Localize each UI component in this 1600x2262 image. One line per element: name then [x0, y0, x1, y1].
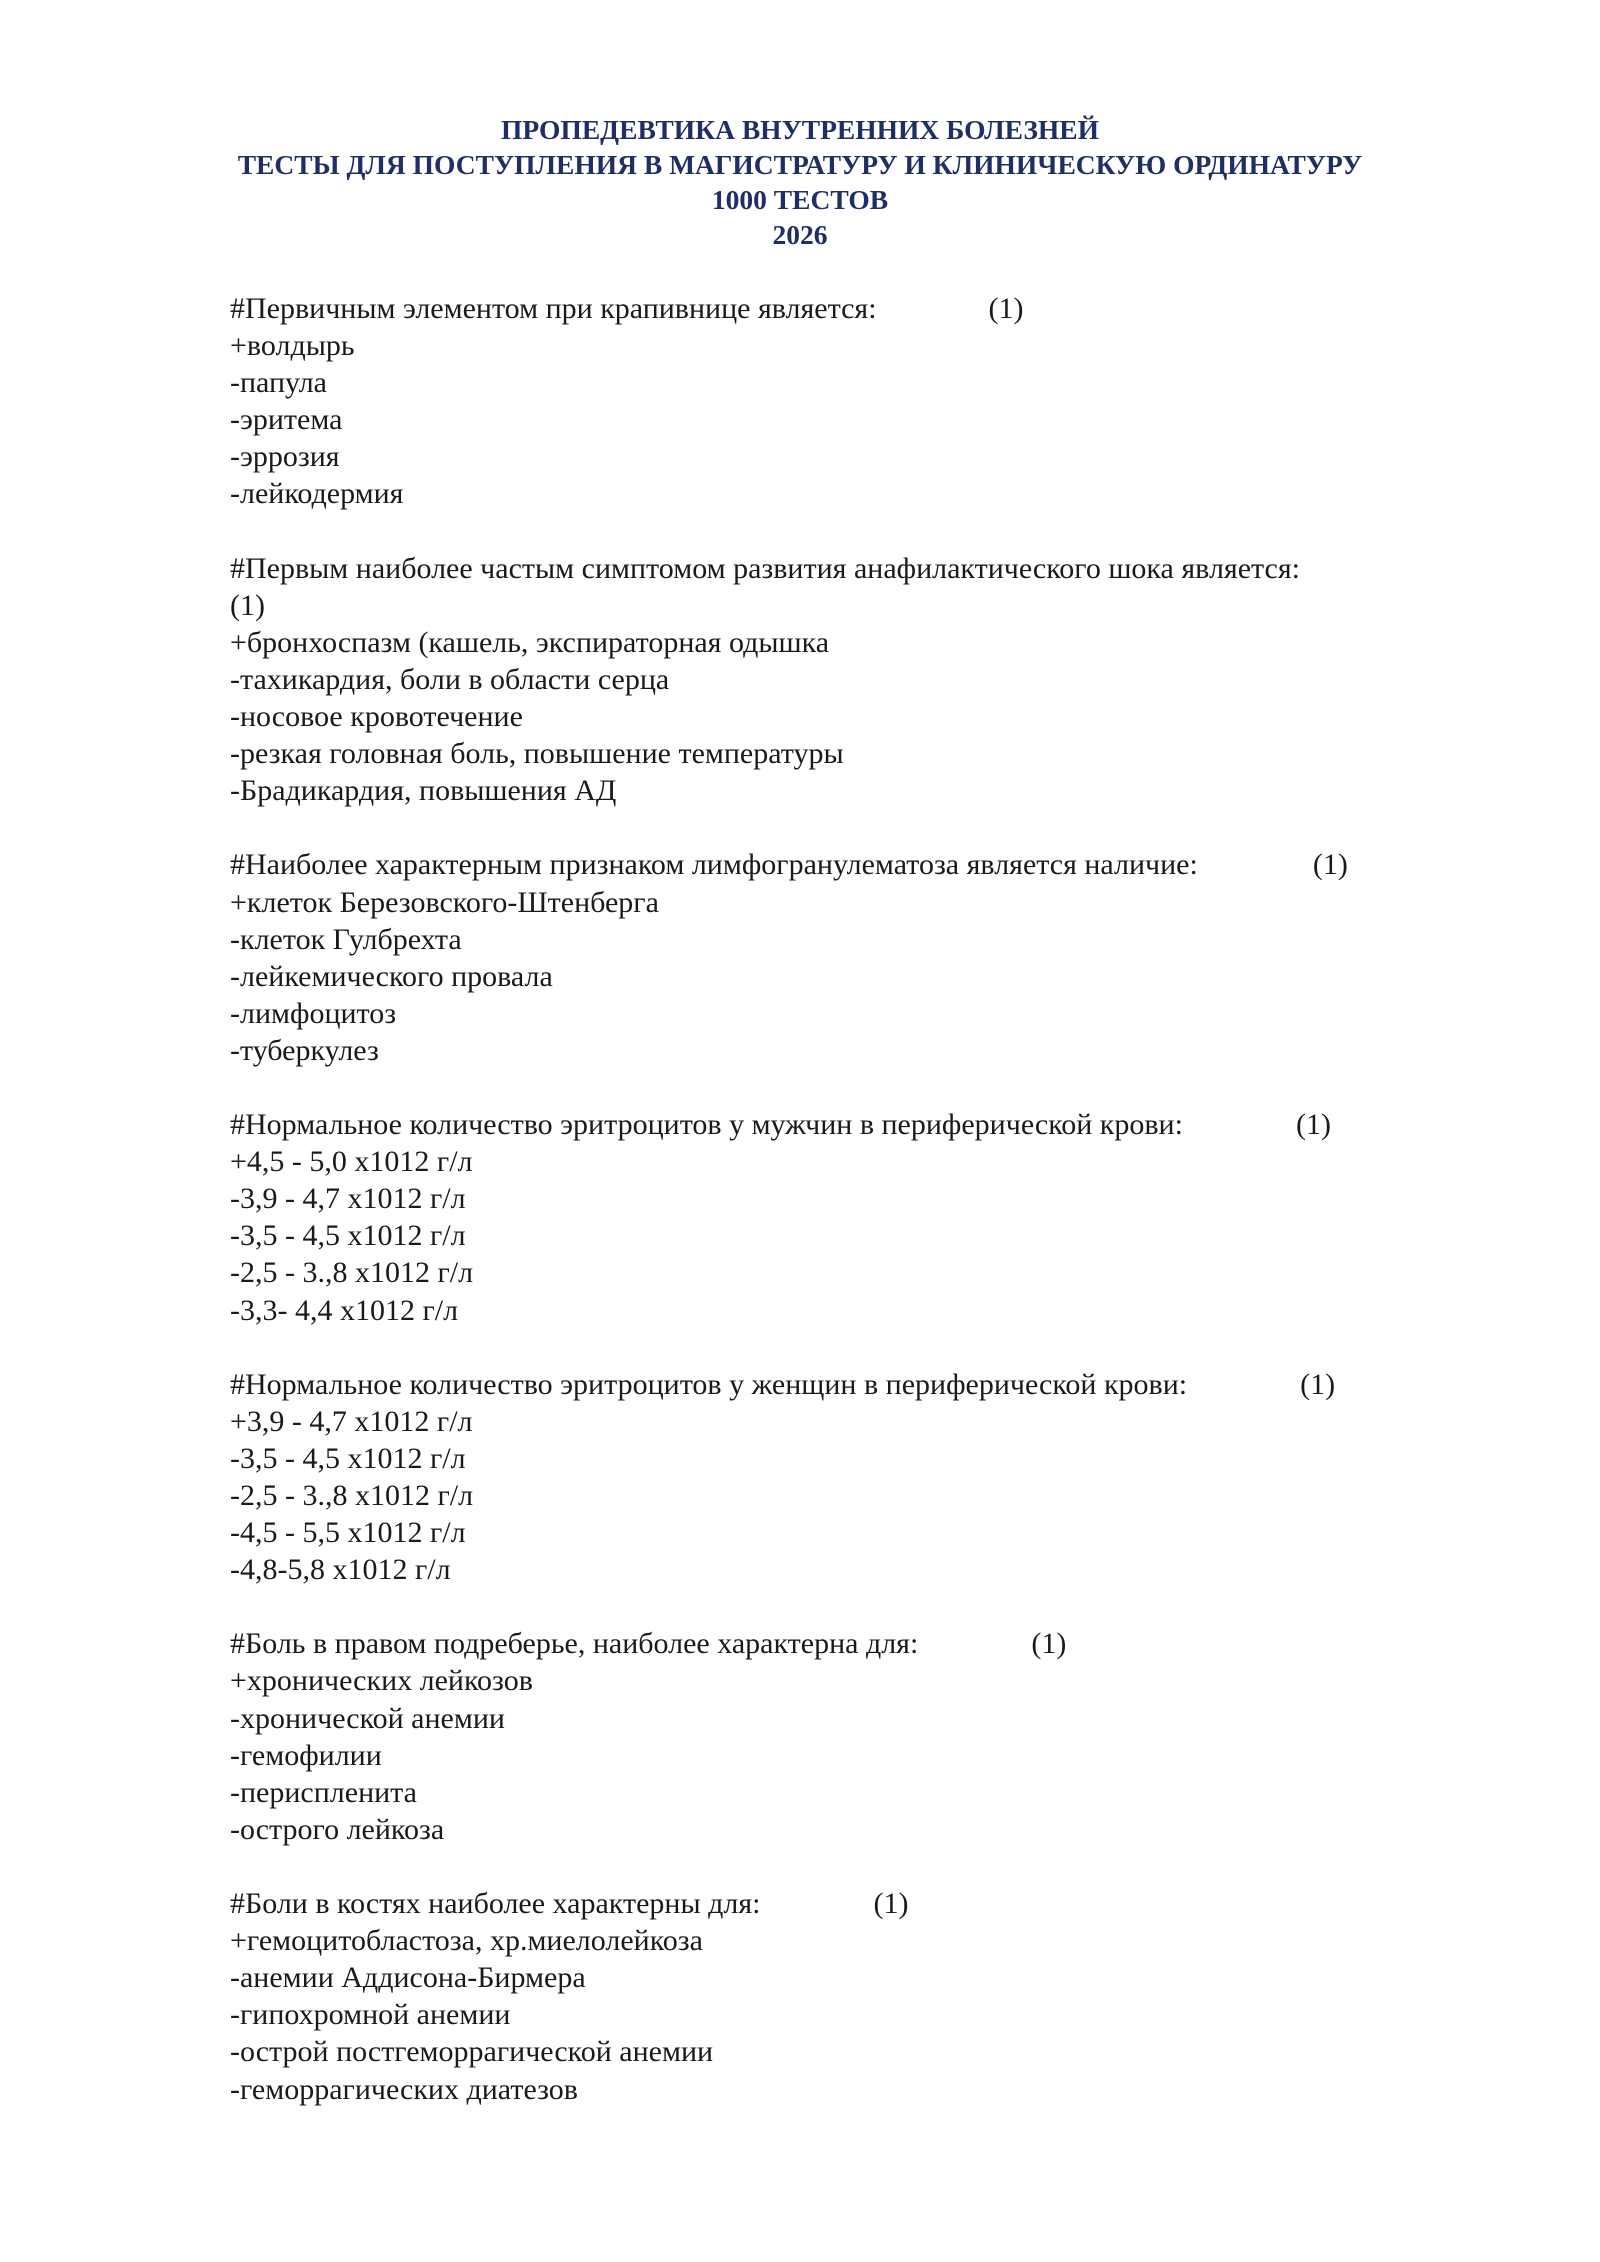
answer-option: -тахикардия, боли в области серца: [230, 662, 670, 696]
question-text: #Первичным элементом при крапивнице является:: [230, 292, 877, 325]
answer-option: -лимфоцитоз: [230, 996, 397, 1030]
question-text: #Боль в правом подреберье, наиболее характерна для:: [230, 1627, 919, 1661]
answer-correct: +гемоцитобластоза, хр.миелолейкоза: [230, 1924, 703, 1958]
question-score: (1): [230, 588, 265, 622]
question-score: (1): [1312, 848, 1348, 882]
answer-option: -эррозия: [230, 440, 340, 474]
question-block: [230, 1106, 1430, 1329]
answer-option: -3,3- 4,4 х1012 г/л: [230, 1293, 459, 1327]
question-text: #Наиболее характерным признаком лимфогранулематоза является наличие:: [230, 848, 1198, 882]
answer-option: -туберкулез: [230, 1033, 379, 1067]
answer-option: -лейкодермия: [230, 477, 404, 511]
question-block: [230, 846, 1430, 1069]
question-text: #Первым наиболее частым симптомом развития анафилактического шока является:: [230, 551, 1300, 585]
question-text: #Нормальное количество эритроцитов у женщин в периферической крови:: [230, 1367, 1188, 1401]
answer-correct: +клеток Березовского-Штенберга: [230, 885, 659, 919]
answer-option: -резкая головная боль, повышение температуры: [230, 737, 844, 771]
test-questions: [230, 290, 1430, 2145]
answer-option: -3,5 - 4,5 х1012 г/л: [230, 1441, 466, 1475]
question-text: #Боли в костях наиболее характерны для:: [230, 1887, 761, 1921]
question-block: [230, 1885, 1430, 2108]
answer-option: -геморрагических диатезов: [230, 2072, 578, 2106]
answer-option: -гипохромной анемии: [230, 1998, 511, 2032]
question-score: (1): [1031, 1627, 1067, 1661]
document-header: [0, 112, 1600, 252]
question-score: (1): [1300, 1367, 1336, 1401]
answer-option: -3,5 - 4,5 х1012 г/л: [230, 1219, 466, 1253]
header-test-count: 1000 ТЕСТОВ: [711, 184, 889, 215]
answer-option: -эритема: [230, 403, 343, 437]
answer-option: -лейкемического провала: [230, 959, 553, 993]
header-title: ПРОПЕДЕВТИКА ВНУТРЕННИХ БОЛЕЗНЕЙ: [501, 114, 1099, 145]
answer-correct: +волдырь: [230, 329, 355, 363]
answer-option: -острой постгеморрагической анемии: [230, 2035, 714, 2069]
answer-option: -4,5 - 5,5 х1012 г/л: [230, 1516, 466, 1550]
answer-option: -носовое кровотечение: [230, 700, 523, 734]
answer-option: -папула: [230, 366, 327, 400]
answer-option: -анемии Аддисона-Бирмера: [230, 1961, 586, 1995]
answer-option: -Брадикардия, повышения АД: [230, 774, 617, 808]
answer-correct: +4,5 - 5,0 х1012 г/л: [230, 1145, 473, 1179]
question-block: [230, 1366, 1430, 1589]
answer-option: -гемофилии: [230, 1738, 382, 1772]
answer-option: -периспленита: [230, 1775, 417, 1809]
question-score: (1): [873, 1887, 909, 1921]
question-block: [230, 290, 1430, 513]
answer-option: -клеток Гулбрехта: [230, 922, 462, 956]
answer-option: -4,8-5,8 х1012 г/л: [230, 1553, 451, 1587]
header-year: 2026: [772, 219, 828, 250]
answer-correct: +бронхоспазм (кашель, экспираторная одышка: [230, 625, 830, 659]
question-score: (1): [988, 292, 1024, 325]
question-text: #Нормальное количество эритроцитов у мужчин в периферической крови:: [230, 1108, 1183, 1142]
answer-option: -2,5 - 3.,8 х1012 г/л: [230, 1256, 474, 1290]
question-score: (1): [1295, 1108, 1331, 1142]
answer-option: -3,9 - 4,7 х1012 г/л: [230, 1182, 466, 1216]
answer-option: -хронической анемии: [230, 1701, 505, 1735]
header-subtitle: ТЕСТЫ ДЛЯ ПОСТУПЛЕНИЯ В МАГИСТРАТУРУ И КЛИНИЧЕСКУЮ ОРДИНАТУРУ: [237, 149, 1363, 180]
answer-option: -2,5 - 3.,8 х1012 г/л: [230, 1479, 474, 1512]
answer-option: -острого лейкоза: [230, 1812, 445, 1846]
answer-correct: +3,9 - 4,7 х1012 г/л: [230, 1404, 473, 1438]
answer-correct: +хронических лейкозов: [230, 1664, 533, 1698]
question-block: [230, 550, 1430, 810]
question-block: [230, 1625, 1430, 1848]
